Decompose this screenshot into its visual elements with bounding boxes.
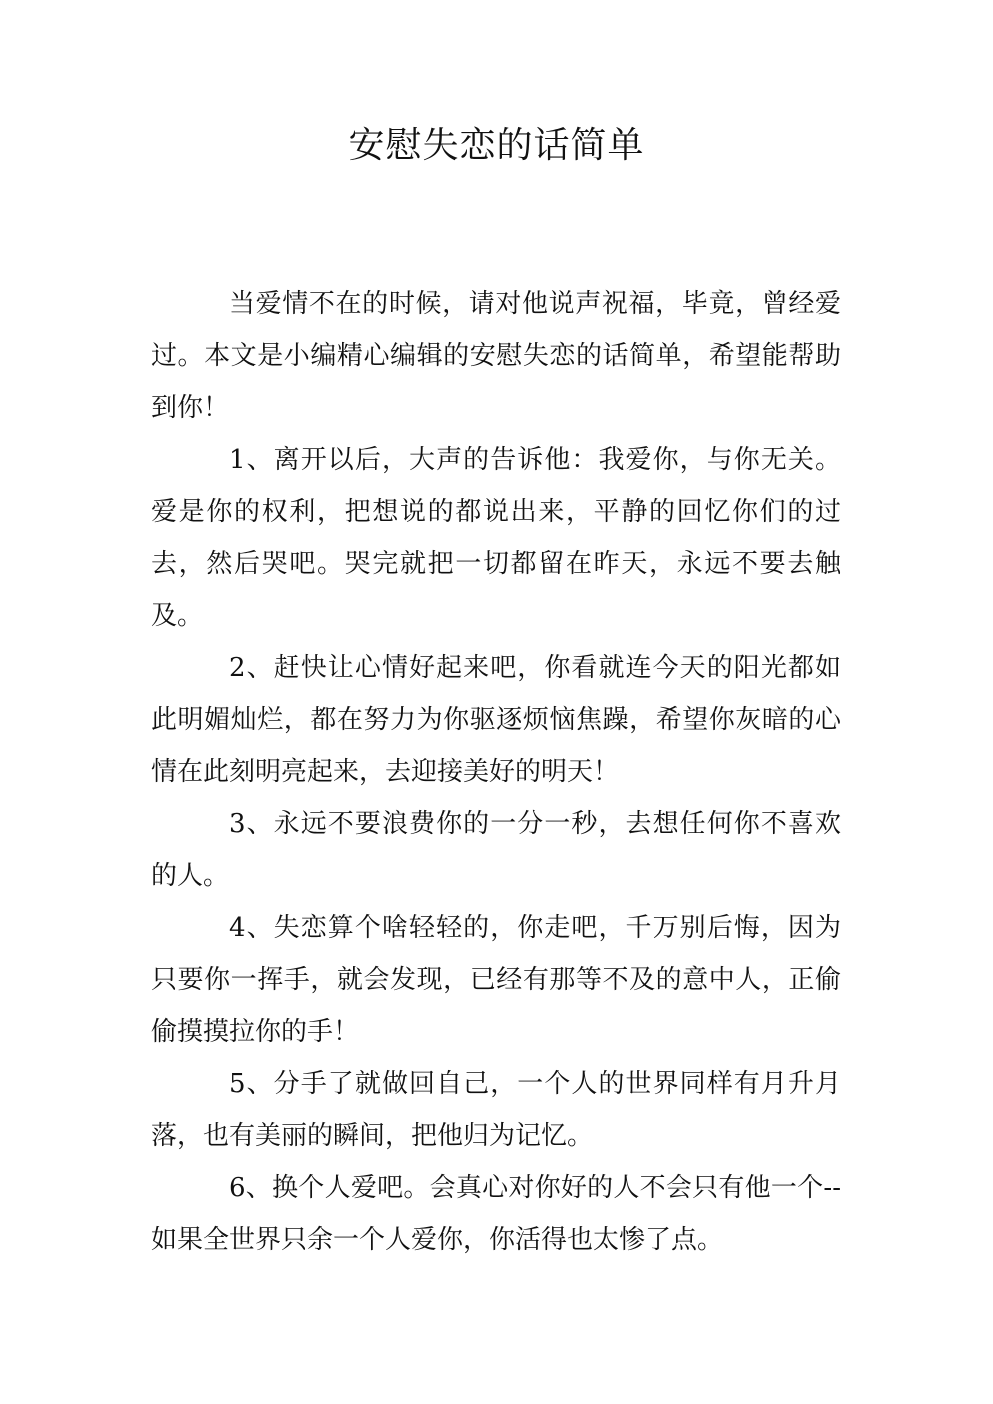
paragraph-2: 2、赶快让心情好起来吧，你看就连今天的阳光都如此明媚灿烂，都在努力为你驱逐烦恼焦躁，希望你灰暗的心情在此刻明亮起来，去迎接美好的明天！ bbox=[151, 653, 841, 787]
paragraph-6: 6、换个人爱吧。会真心对你好的人不会只有他一个--如果全世界只余一个人爱你，你活得也太惨了点。 bbox=[151, 1173, 841, 1255]
paragraph-1: 1、离开以后，大声的告诉他：我爱你，与你无关。爱是你的权利，把想说的都说出来，平静的回忆你们的过去，然后哭吧。哭完就把一切都留在昨天，永远不要去触及。 bbox=[151, 445, 841, 631]
paragraph-intro: 当爱情不在的时候，请对他说声祝福，毕竟，曾经爱过。本文是小编精心编辑的安慰失恋的话简单，希望能帮助到你！ bbox=[151, 289, 841, 423]
paragraph-4: 4、失恋算个啥轻轻的，你走吧，千万别后悔，因为只要你一挥手，就会发现，已经有那等不及的意中人，正偷偷摸摸拉你的手！ bbox=[151, 913, 841, 1047]
document-title: 安慰失恋的话简单 bbox=[348, 125, 645, 166]
document-body bbox=[151, 278, 841, 1266]
paragraph-3: 3、永远不要浪费你的一分一秒，去想任何你不喜欢的人。 bbox=[151, 809, 841, 891]
paragraph-5: 5、分手了就做回自己，一个人的世界同样有月升月落，也有美丽的瞬间，把他归为记忆。 bbox=[151, 1069, 841, 1151]
